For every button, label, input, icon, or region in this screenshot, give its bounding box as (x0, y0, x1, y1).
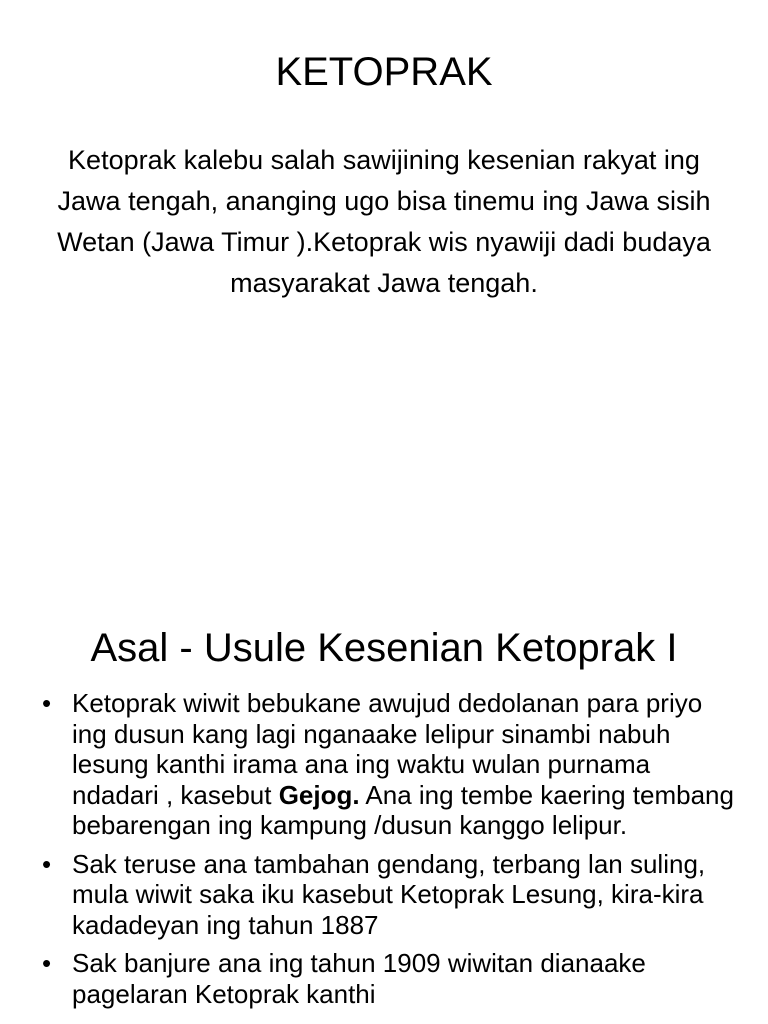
bullet-item-3 (40, 948, 740, 1009)
bullet-dot-icon: • (42, 688, 52, 718)
bullet-item-1 (40, 688, 740, 841)
bullet-text: Sak teruse ana tambahan gendang, terbang lan suling, mula wiwit saka iku kasebut Ketoprak Lesung, kira-kira kadadeyan ing tahun 1887 (72, 848, 706, 940)
bullet-dot-icon: • (42, 848, 52, 879)
slide1-body (40, 140, 728, 304)
slide1-title: KETOPRAK (275, 50, 493, 94)
bullet-item-2 (40, 849, 740, 941)
bullet-text: Ketoprak wiwit bebukane awujud dedolanan para priyo ing dusun kang lagi nganaake lelipur sinambi nabuh lesung kanthi irama ana ing waktu wulan purnama ndadari , kasebut (72, 688, 703, 810)
bullet-dot-icon: • (42, 948, 52, 978)
bullet-list (40, 688, 740, 1017)
bullet-text: Sak banjure ana ing tahun 1909 wiwitan dianaake pagelaran Ketoprak kanthi (72, 948, 646, 1009)
slide1-paragraph: Ketoprak kalebu salah sawijining kesenian rakyat ing Jawa tengah, ananging ugo bisa tinemu ing Jawa sisih Wetan (Jawa Timur ).Ketoprak wis nyawiji dadi budaya masyarakat Jawa tengah. (57, 145, 711, 298)
bullet-text-continued: Ana ing tembe kaering tembang bebarengan ing kampung /dusun kanggo lelipur. (72, 779, 734, 840)
bullet-bold-term: Gejog. (278, 779, 360, 810)
slide2-title: Asal - Usule Kesenian Ketoprak I (90, 626, 678, 670)
